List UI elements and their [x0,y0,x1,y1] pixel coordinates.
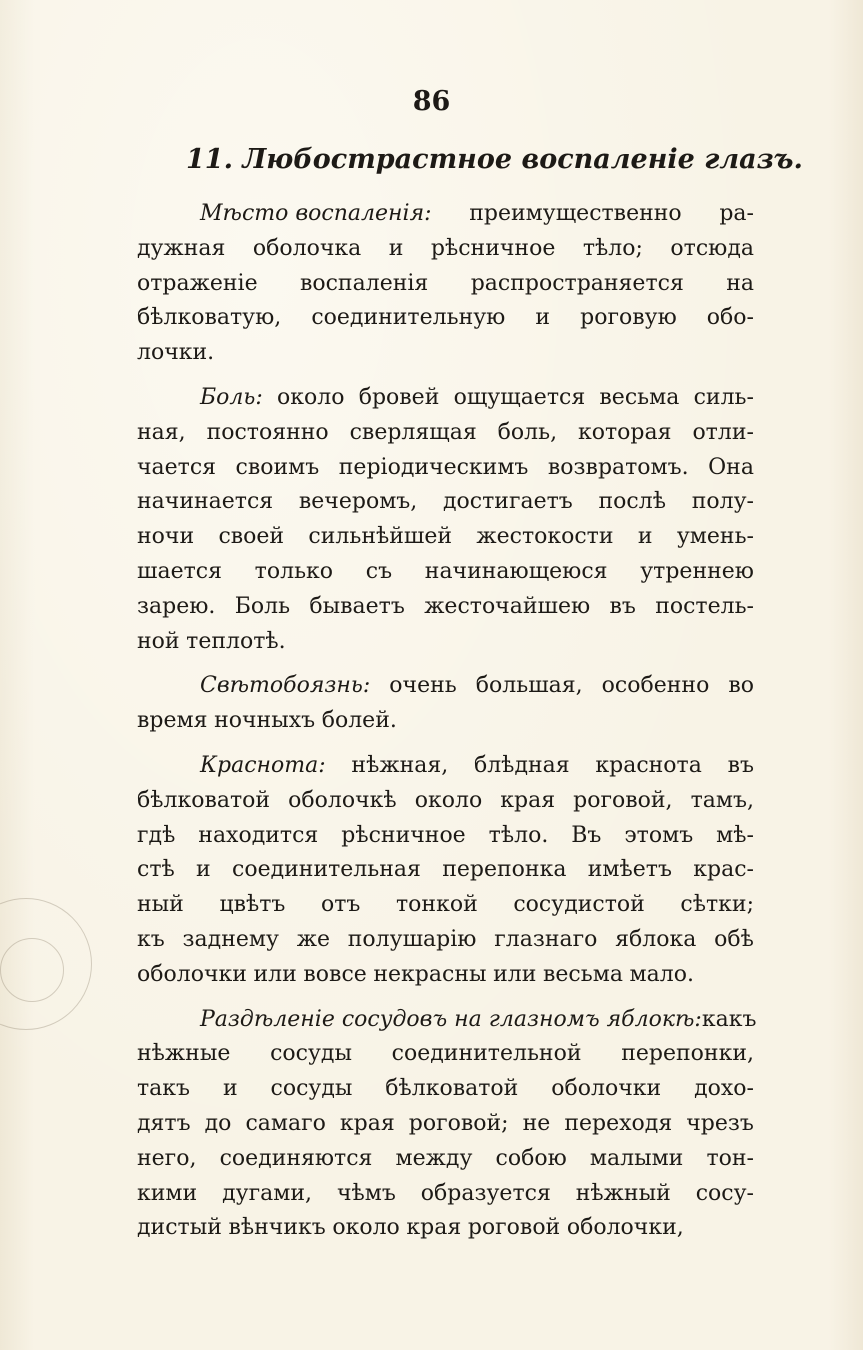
word: мало. [629,961,694,987]
word: чается [137,454,217,480]
text-line [137,590,754,625]
word: тон- [706,1145,754,1171]
paragraph-gap [137,739,754,749]
text-line [137,520,754,555]
word: кими [137,1180,198,1206]
word: вовсе [303,961,367,987]
word: вѣнчикъ [228,1215,326,1241]
text-line [137,1037,754,1072]
word: во [728,673,754,699]
word: ночи [137,524,195,550]
word: Боль [234,593,291,619]
word: сильнѣйшей [308,524,453,550]
paragraph-gap [137,371,754,381]
text-line [137,336,754,371]
word: жесточайшею [424,593,591,619]
word: чѣмъ [336,1180,396,1206]
word: перепонка [442,857,567,883]
word: ра- [719,201,754,226]
word: заднему [182,926,279,952]
paragraph [137,1003,757,1247]
word: края [500,787,556,813]
word: малыми [589,1145,684,1171]
word: нѣжная, [351,752,449,778]
word: отли- [692,419,754,445]
word: бровей [358,384,440,410]
word: до [204,1110,232,1136]
word: сосуды [270,1076,353,1102]
word: періодическимъ [338,454,529,480]
word: ощущается [453,384,586,410]
word: около [332,1215,400,1241]
word: Краснота: [200,752,326,778]
word: сосу- [695,1180,754,1206]
text-line [137,853,754,888]
text-line [137,784,754,819]
word: или [253,961,297,987]
word: боль, [497,419,558,445]
word: и [222,1076,238,1102]
text-line [137,958,754,993]
word: сосудистой [513,892,645,918]
word: нѣжные [137,1041,231,1067]
word: въ [727,752,754,778]
word: и [388,235,404,261]
library-stamp-inner [0,938,64,1002]
text-line [137,301,754,336]
word: особенно [601,673,710,699]
text-line [137,232,754,267]
paragraph-gap [137,993,754,1003]
word: жестокости [476,524,614,550]
word: оболочкѣ [288,787,397,813]
word: бѣлковатой [385,1076,519,1102]
word: некрасны [373,961,487,987]
word: края [339,1110,395,1136]
word: оболочки, [566,1215,684,1241]
word: Мѣсто воспаленія: [200,201,432,226]
word: Свѣтобоязнь: [200,673,371,699]
word: стѣ [137,857,175,883]
word: или [493,961,537,987]
word: зарею. [137,593,216,619]
paragraph [137,669,754,739]
word: перепонки, [621,1041,754,1067]
word: роговую [580,305,677,331]
word: весьма [599,384,680,410]
text-line [137,485,754,520]
word: отраженіе [137,270,258,296]
word: имѣетъ [587,857,672,883]
word: Раздѣленіе сосудовъ на глазномъ яблокѣ: [200,1006,702,1032]
word: очень [389,673,457,699]
word: только [254,558,334,584]
word: распространяется [470,270,684,296]
word: гдѣ [137,822,176,848]
word: въ [609,593,636,619]
word: крас- [693,857,754,883]
section-heading: 11. Любострастное воспаленіе глазъ. [186,144,803,175]
word: рѣсничное [430,235,556,261]
word: роговой, [573,787,673,813]
word: тонкой [396,892,478,918]
text-line [137,923,754,958]
text-line [137,704,754,739]
word: своимъ [235,454,320,480]
word: переходя [564,1110,673,1136]
word: же [296,926,330,952]
word: начинается [137,489,274,515]
word: обѣ [714,926,754,952]
word: не [522,1110,551,1136]
word: сѣтки; [680,892,754,918]
word: дохо- [694,1076,754,1102]
word: него, [137,1145,197,1171]
word: между [395,1145,473,1171]
word: соединительной [391,1041,582,1067]
word: послѣ [598,489,666,515]
word: шается [137,558,222,584]
text-line [137,555,754,590]
word: и [196,857,211,883]
page-number: 86 [412,86,451,117]
text-line [137,1003,757,1038]
body-text [137,197,757,1246]
word: полушарію [347,926,477,952]
word: краснота [595,752,702,778]
word: собою [495,1145,567,1171]
word: которая [578,419,672,445]
word: умень- [676,524,754,550]
word: соединяются [219,1145,373,1171]
word: своей [218,524,285,550]
word: Въ [571,822,602,848]
word: мѣ- [716,822,754,848]
word: и [535,305,551,331]
text-line [137,197,754,232]
word: на [726,270,754,296]
word: оболочки [551,1076,662,1102]
word: ная, [137,419,186,445]
text-line [137,1177,754,1212]
word: около [414,787,483,813]
word: ночныхъ [214,708,316,734]
text-line [137,451,754,486]
word: время [137,708,208,734]
word: нѣжный [575,1180,671,1206]
word: роговой [467,1215,561,1241]
paragraph [137,197,754,371]
word: постель- [655,593,754,619]
word: самаго [245,1110,326,1136]
word: какъ [701,1006,757,1032]
word: теплотѣ. [186,628,286,654]
word: бѣлковатой [137,787,271,813]
word: бываетъ [309,593,405,619]
word: ный [137,892,184,918]
word: дятъ [137,1110,191,1136]
word: оболочка [252,235,362,261]
word: блѣдная [473,752,570,778]
word: утреннею [640,558,754,584]
paragraph-gap [137,659,754,669]
word: рѣсничное [341,822,466,848]
word: вечеромъ, [298,489,418,515]
word: съ [365,558,393,584]
word: большая, [475,673,583,699]
word: силь- [693,384,754,410]
word: Она [708,454,754,480]
text-line [137,669,754,704]
word: этомъ [624,822,694,848]
text-line [137,267,754,302]
word: сосуды [270,1041,352,1067]
text-line [137,381,754,416]
word: преимущественно [469,201,682,226]
word: и [637,524,653,550]
word: дужная [137,235,226,261]
word: обо- [706,305,754,331]
paragraph [137,381,754,659]
word: достигаетъ [443,489,573,515]
word: весьма [543,961,623,987]
word: соединительная [232,857,421,883]
text-line [137,888,754,923]
word: такъ [137,1076,191,1102]
word: отъ [321,892,361,918]
text-line [137,1142,754,1177]
word: тѣло. [488,822,549,848]
word: цвѣтъ [219,892,286,918]
word: глазнаго [494,926,598,952]
word: отсюда [670,235,754,261]
word: Боль: [200,384,263,410]
word: соединительную [311,305,506,331]
word: лочки. [137,340,215,366]
word: возвратомъ. [547,454,689,480]
word: яблока [615,926,697,952]
text-line [137,1211,754,1246]
word: полу- [691,489,754,515]
text-line [137,1072,754,1107]
word: начинающеюся [424,558,608,584]
word: края [406,1215,462,1241]
word: ной [137,628,180,654]
word: воспаленія [299,270,429,296]
word: дугами, [222,1180,313,1206]
word: сверлящая [349,419,477,445]
word: тѣло; [582,235,643,261]
word: тамъ, [690,787,754,813]
word: образуется [420,1180,551,1206]
word: чрезъ [686,1110,754,1136]
word: болей. [321,708,397,734]
text-line [137,625,754,660]
word: дистый [137,1215,222,1241]
word: роговой; [408,1110,509,1136]
text-line [137,1107,754,1142]
word: оболочки [137,961,247,987]
text-line [137,749,754,784]
text-line [137,416,754,451]
word: около [277,384,345,410]
word: бѣлковатую, [137,305,282,331]
text-line [137,819,754,854]
word: находится [198,822,319,848]
word: постоянно [206,419,329,445]
word: къ [137,926,165,952]
paragraph [137,749,754,993]
